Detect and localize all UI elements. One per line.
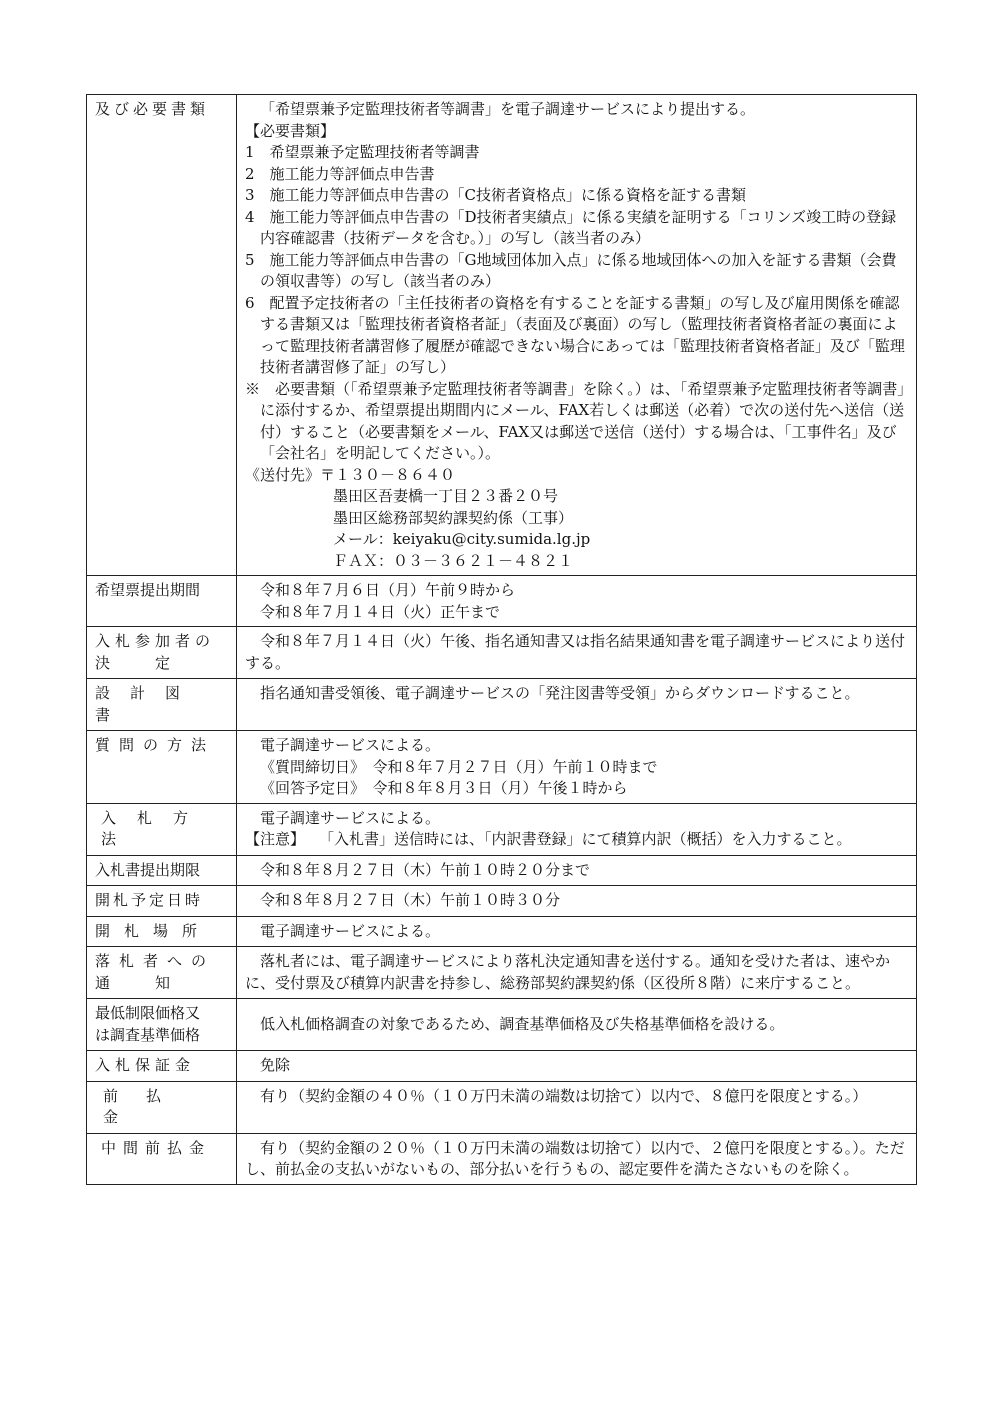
label-cell <box>87 803 237 855</box>
label-cell <box>87 1051 237 1082</box>
destination-email: メール：keiyaku@city.sumida.lg.jp <box>333 530 591 548</box>
note-text: 「入札書」送信時には、「内訳書登録」にて積算内訳（概括）を入力すること。 <box>319 830 852 848</box>
destination-address: 墨田区吾妻橋一丁目２３番２０号 <box>333 487 559 505</box>
row-label: 中間前払金 <box>101 1138 212 1157</box>
value-cell <box>237 999 917 1051</box>
period-start: 令和８年７月６日（月）午前９時から <box>260 581 516 599</box>
questions-answer-date: 《回答予定日》 令和８年８月３日（月）午後１時から <box>260 779 628 797</box>
required-item-2: 2 施工能力等評価点申告書 <box>245 164 435 183</box>
row-application-period <box>87 576 917 627</box>
label-cell <box>87 576 237 627</box>
required-item-1: 1 希望票兼予定監理技術者等調書 <box>245 143 480 161</box>
row-label-line1: 最低制限価格又 <box>95 1004 201 1022</box>
opening-place-text: 電子調達サービスによる。 <box>260 921 441 940</box>
value-cell <box>237 1133 917 1184</box>
required-item-4: 4 施工能力等評価点申告書の「D技術者実績点」に係る実績を証明する「コリンズ竣工時の登録内容確認書（技術データを含む。）」の写し（該当者のみ） <box>245 207 897 247</box>
row-questions <box>87 731 917 804</box>
row-label-line2: は調査基準価格 <box>95 1025 201 1044</box>
row-bidding-method <box>87 803 917 855</box>
required-item-6: 6 配置予定技術者の「主任技術者の資格を有することを証する書類」の写し及び雇用関係を確認する書類又は「監理技術者資格者証」（表面及び裏面）の写し（監理技術者資格者証の裏面によって監理技術者講習修了履歴が確認できない場合にあっては「監理技術者資格者証」及び「監理技術者講習修了証」の写し） <box>245 293 905 376</box>
questions-method: 電子調達サービスによる。 <box>260 736 441 754</box>
row-label: 開札予定日時 <box>95 891 204 909</box>
row-label: 入札保証金 <box>95 1056 196 1074</box>
row-label: 開札場所 <box>95 921 212 940</box>
application-intro: 「希望票兼予定監理技術者等調書」を電子調達サービスにより提出する。 <box>260 100 756 118</box>
label-cell <box>87 916 237 947</box>
required-note: ※ 必要書類（「希望票兼予定監理技術者等調書」を除く。）は、「希望票兼予定監理技術者等調書」に添付するか、希望票提出期間内にメール、FAX若しくは郵送（必着）で次の送付先へ送信（送付）すること（必要書類をメール、FAX又は郵送で送信（送付）する場合は、「工事件名」及び「会社名」を明記してください。）。 <box>245 379 905 462</box>
advance-payment-text: 有り（契約金額の４０％（１０万円未満の端数は切捨て）以内で、８億円を限度とする。） <box>260 1086 868 1105</box>
value-cell <box>237 95 917 576</box>
row-opening-date <box>87 886 917 917</box>
destination-label: 《送付先》 <box>245 465 321 484</box>
value-cell <box>237 679 917 731</box>
value-cell <box>237 1051 917 1082</box>
value-cell <box>237 1081 917 1133</box>
row-label: 設計図書 <box>95 684 201 724</box>
row-label: 希望票提出期間 <box>95 581 201 599</box>
label-cell <box>87 731 237 804</box>
destination-postal: 〒１３０－８６４０ <box>320 465 456 484</box>
required-item-5: 5 施工能力等評価点申告書の「G地域団体加入点」に係る地域団体への加入を証する書類（会費の領収書等）の写し（該当者のみ） <box>245 250 897 290</box>
label-cell <box>87 1081 237 1133</box>
value-cell <box>237 886 917 917</box>
period-end: 令和８年７月１４日（火）正午まで <box>260 602 501 621</box>
value-cell <box>237 627 917 679</box>
value-cell <box>237 576 917 627</box>
note-tag: 【注意】 <box>245 830 306 848</box>
row-label: 入札書提出期限 <box>95 860 201 879</box>
opening-date-text: 令和８年８月２７日（木）午前１０時３０分 <box>260 891 561 909</box>
drawings-text: 指名通知書受領後、電子調達サービスの「発注図書等受領」からダウンロードすること。 <box>260 684 860 702</box>
required-heading: 【必要書類】 <box>245 121 336 140</box>
label-cell <box>87 999 237 1051</box>
row-label-line2: 通 知 <box>95 973 171 992</box>
destination-fax: ＦＡＸ：０３－３６２１－４８２１ <box>333 551 574 570</box>
value-cell <box>237 947 917 999</box>
label-cell <box>87 886 237 917</box>
destination-department: 墨田区総務部契約課契約係（工事） <box>333 508 574 527</box>
notice-text: 落札者には、電子調達サービスにより落札決定通知書を送付する。通知を受けた者は、速やかに、受付票及び積算内訳書を持参し、総務部契約課契約係（区役所８階）に来庁すること。 <box>245 952 891 992</box>
row-minimum-price <box>87 999 917 1051</box>
label-cell <box>87 855 237 886</box>
destination-line <box>245 465 910 487</box>
row-submission-deadline <box>87 855 917 886</box>
participants-text: 令和８年７月１４日（火）午後、指名通知書又は指名結果通知書を電子調達サービスにより送付する。 <box>245 632 906 672</box>
row-label-line1: 落札者への <box>95 952 216 970</box>
row-label: 前払金 <box>103 1086 190 1126</box>
label-cell <box>87 95 237 576</box>
label-cell <box>87 679 237 731</box>
row-label-line2: 決 定 <box>95 653 171 672</box>
row-drawings <box>87 679 917 731</box>
interim-payment-text: 有り（契約金額の２０％（１０万円未満の端数は切捨て）以内で、２億円を限度とする。）。ただし、前払金の支払いがないもの、部分払いを行うもの、認定要件を満たさないものを除く。 <box>245 1138 905 1178</box>
label-cell <box>87 627 237 679</box>
row-application-documents <box>87 95 917 576</box>
deadline-text: 令和８年８月２７日（木）午前１０時２０分まで <box>260 860 591 879</box>
procurement-conditions-table <box>86 94 917 1185</box>
value-cell <box>237 803 917 855</box>
row-label-line1: 入札参加者の <box>95 632 216 650</box>
required-item-3: 3 施工能力等評価点申告書の「C技術者資格点」に係る資格を証する書類 <box>245 186 747 204</box>
row-bid-bond <box>87 1051 917 1082</box>
row-label: 入札方法 <box>101 808 210 848</box>
row-participants <box>87 627 917 679</box>
minimum-price-text: 低入札価格調査の対象であるため、調査基準価格及び失格基準価格を設ける。 <box>260 1015 785 1034</box>
bidding-note <box>245 829 910 851</box>
value-cell <box>237 731 917 804</box>
row-advance-payment <box>87 1081 917 1133</box>
value-cell <box>237 916 917 947</box>
row-opening-place <box>87 916 917 947</box>
bidding-method: 電子調達サービスによる。 <box>260 808 441 827</box>
row-award-notice <box>87 947 917 999</box>
questions-deadline: 《質問締切日》 令和８年７月２７日（月）午前１０時まで <box>260 757 658 776</box>
row-label: 質問の方法 <box>95 736 216 754</box>
label-cell <box>87 947 237 999</box>
label-cell <box>87 1133 237 1184</box>
row-interim-payment <box>87 1133 917 1184</box>
bid-bond-text: 免除 <box>260 1056 291 1074</box>
row-label: 及び必要書類 <box>95 100 210 118</box>
value-cell <box>237 855 917 886</box>
